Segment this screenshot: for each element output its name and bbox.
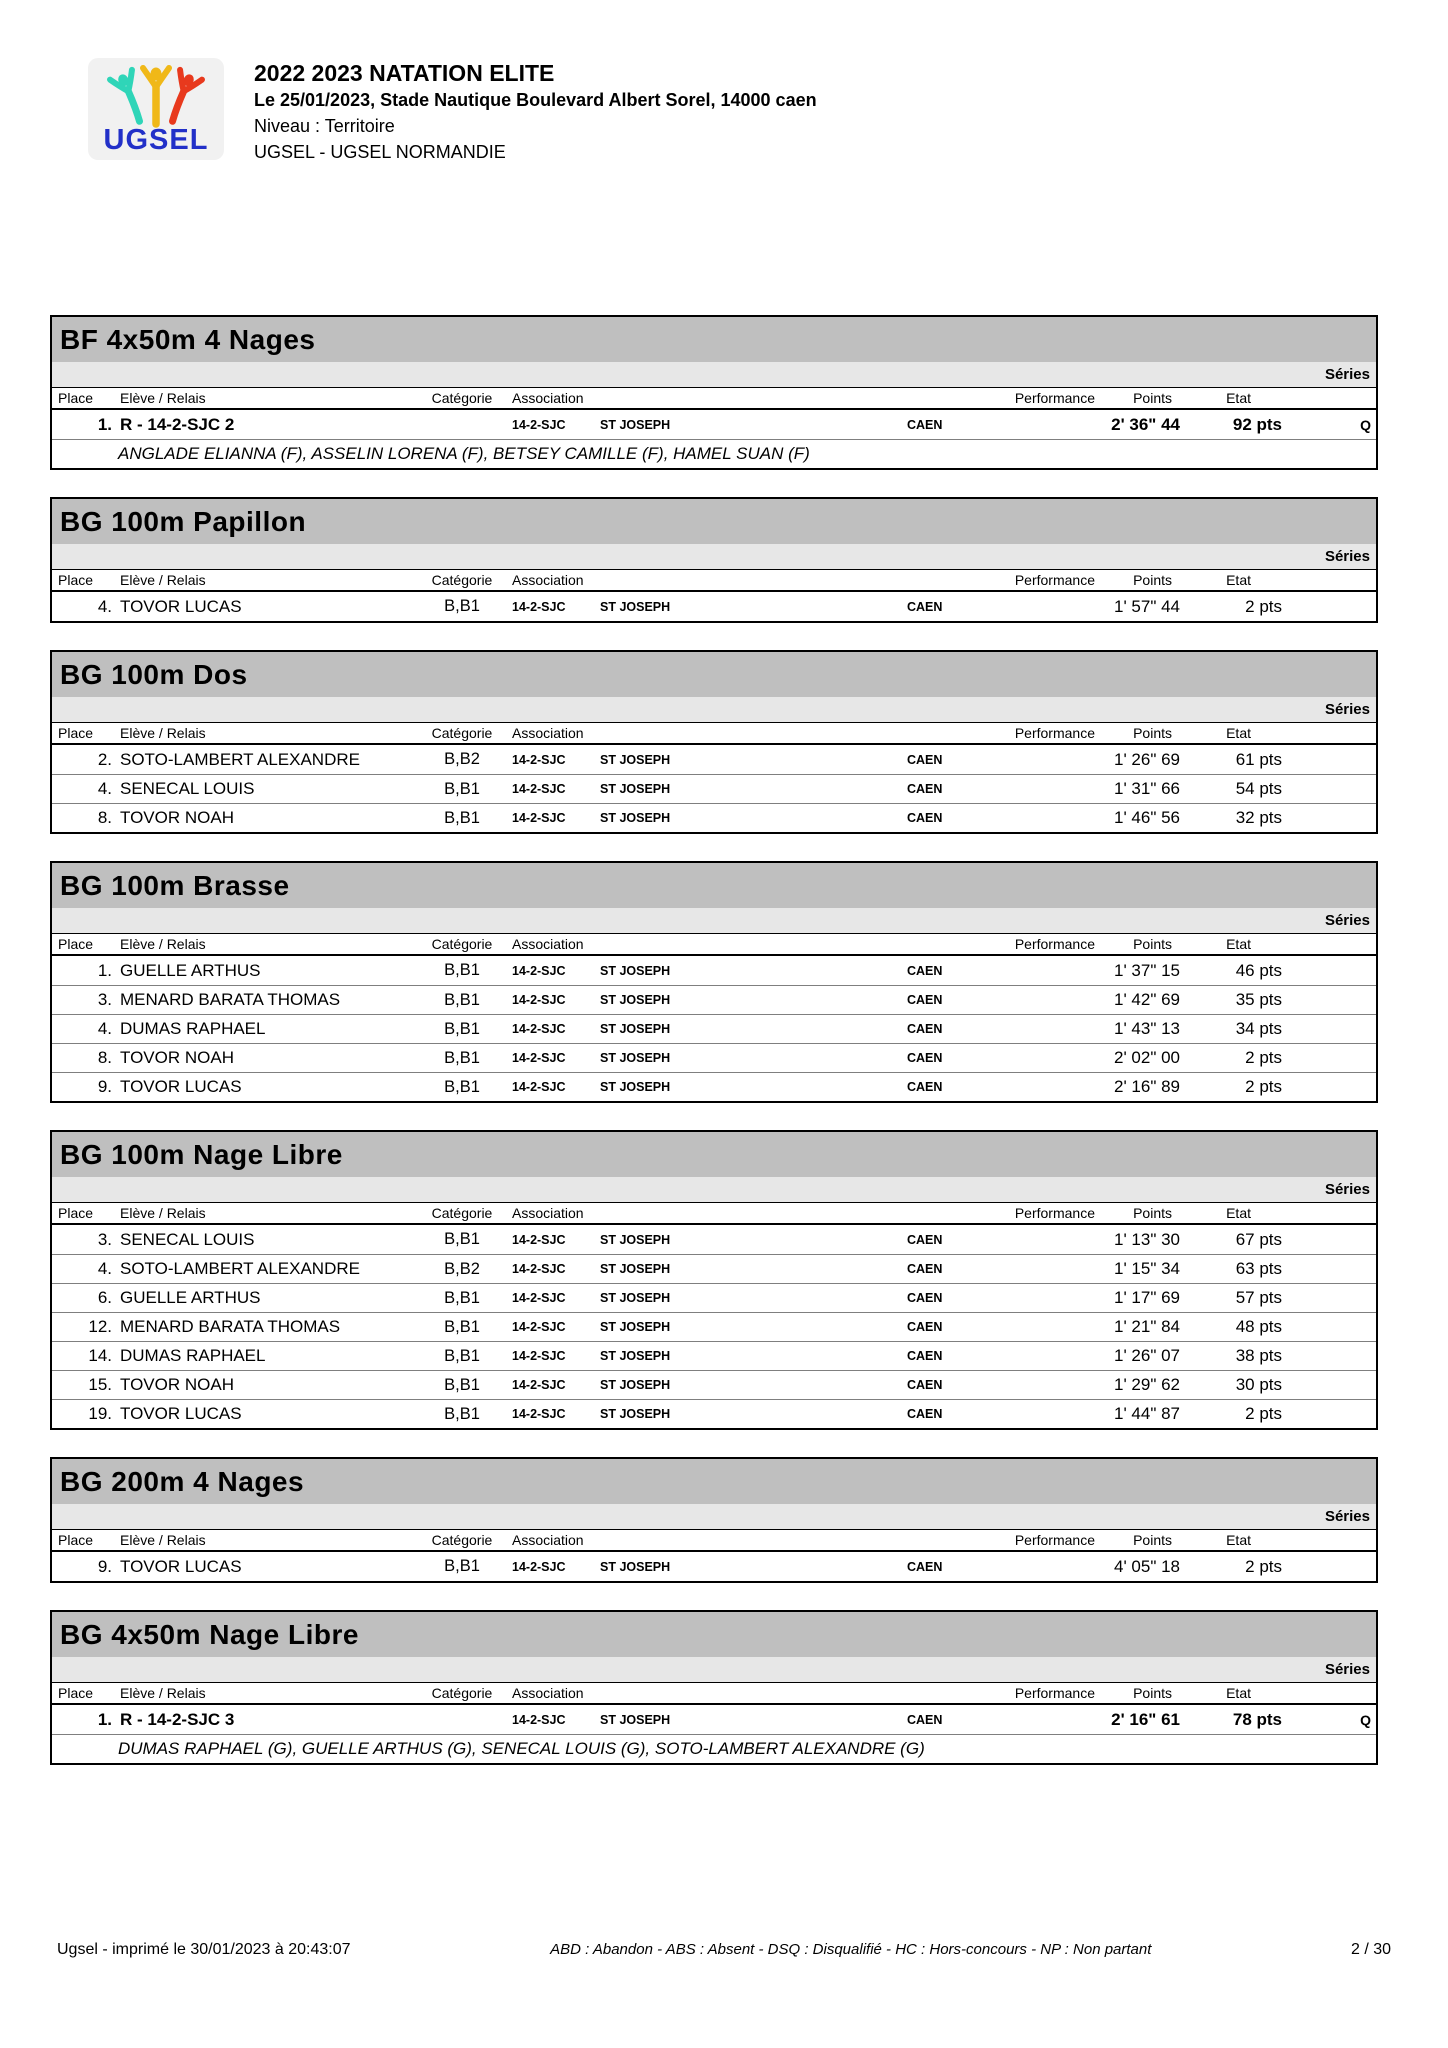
col-header-association: Association <box>512 572 584 588</box>
col-header-points: Points <box>1133 1532 1172 1548</box>
cell-club-code: 14-2-SJC <box>512 782 566 796</box>
series-band <box>52 362 1376 388</box>
col-header-eleve: Elève / Relais <box>120 572 206 588</box>
cell-club-code: 14-2-SJC <box>512 1320 566 1334</box>
cell-name: GUELLE ARTHUS <box>120 1288 261 1307</box>
col-header-eleve: Elève / Relais <box>120 390 206 406</box>
cell-points: 30 pts <box>1235 1375 1282 1394</box>
cell-points: 35 pts <box>1235 990 1282 1009</box>
result-row <box>52 410 1376 439</box>
series-label: Séries <box>1324 1661 1370 1678</box>
cell-name: TOVOR LUCAS <box>120 596 242 616</box>
event-date-location: Le 25/01/2023, Stade Nautique Boulevard Albert Sorel, 14000 caen <box>254 90 817 110</box>
series-label: Séries <box>1324 548 1370 565</box>
cell-association: ST JOSEPH <box>600 1232 671 1247</box>
col-header-place: Place <box>58 1532 94 1548</box>
cell-points: 38 pts <box>1235 1346 1282 1365</box>
col-header-points: Points <box>1133 1205 1172 1221</box>
cell-performance: 2' 16" 61 <box>1111 1709 1180 1729</box>
series-label: Séries <box>1324 366 1370 383</box>
result-row <box>52 1370 1376 1399</box>
cell-place: 2. <box>97 749 112 769</box>
result-row <box>52 1341 1376 1370</box>
cell-name: DUMAS RAPHAEL <box>120 1019 266 1038</box>
results <box>50 315 1378 1792</box>
cell-performance: 1' 37" 15 <box>1114 960 1180 980</box>
organization-name: UGSEL - UGSEL NORMANDIE <box>254 142 506 162</box>
event-title: BG 100m Dos <box>52 652 1376 697</box>
result-row <box>52 1225 1376 1254</box>
cell-place: 8. <box>97 1048 112 1067</box>
col-header-eleve: Elève / Relais <box>120 1205 206 1221</box>
cell-place: 4. <box>97 1019 112 1038</box>
column-headers <box>52 1203 1376 1225</box>
cell-categorie: B,B1 <box>444 779 480 798</box>
cell-performance: 1' 57" 44 <box>1114 596 1180 616</box>
cell-points: 67 pts <box>1235 1229 1282 1249</box>
cell-association: ST JOSEPH <box>600 993 671 1007</box>
event-rows <box>52 1225 1376 1428</box>
cell-city: CAEN <box>907 1080 943 1094</box>
cell-performance: 1' 31" 66 <box>1114 779 1180 798</box>
cell-place: 1. <box>97 414 112 434</box>
cell-name: SENECAL LOUIS <box>120 1229 255 1249</box>
col-header-performance: Performance <box>1014 1532 1095 1548</box>
event-rows <box>52 410 1376 468</box>
ugsel-figures-icon <box>96 64 216 128</box>
cell-association: ST JOSEPH <box>600 1022 671 1036</box>
cell-association: ST JOSEPH <box>600 1262 671 1276</box>
cell-association: ST JOSEPH <box>600 963 671 978</box>
col-header-categorie: Catégorie <box>431 1685 493 1701</box>
col-header-association: Association <box>512 1532 584 1548</box>
cell-performance: 2' 16" 89 <box>1114 1077 1180 1096</box>
column-headers <box>52 570 1376 592</box>
cell-categorie: B,B1 <box>444 1404 480 1423</box>
cell-points: 78 pts <box>1232 1709 1282 1729</box>
cell-city: CAEN <box>907 993 943 1007</box>
cell-city: CAEN <box>907 1051 943 1065</box>
col-header-etat: Etat <box>1226 1205 1251 1221</box>
series-band <box>52 544 1376 570</box>
cell-points: 46 pts <box>1235 960 1282 980</box>
cell-club-code: 14-2-SJC <box>512 599 566 614</box>
col-header-place: Place <box>58 390 94 406</box>
cell-place: 1. <box>97 960 112 980</box>
cell-points: 2 pts <box>1245 1404 1282 1423</box>
cell-name: SOTO-LAMBERT ALEXANDRE <box>120 749 360 769</box>
document-footer <box>57 1941 1391 1959</box>
cell-city: CAEN <box>907 1262 943 1276</box>
cell-points: 63 pts <box>1235 1259 1282 1278</box>
result-row <box>52 1072 1376 1101</box>
cell-name: TOVOR NOAH <box>120 808 234 827</box>
abbreviation-legend: ABD : Abandon - ABS : Absent - DSQ : Disqualifié - HC : Hors-concours - NP : Non partant <box>550 1941 1152 1958</box>
cell-name: MENARD BARATA THOMAS <box>120 1317 341 1336</box>
cell-club-code: 14-2-SJC <box>512 1262 566 1276</box>
series-label: Séries <box>1324 912 1370 929</box>
col-header-categorie: Catégorie <box>431 572 493 588</box>
col-header-association: Association <box>512 725 584 741</box>
cell-city: CAEN <box>907 1712 943 1727</box>
column-headers <box>52 388 1376 410</box>
result-row <box>52 774 1376 803</box>
cell-club-code: 14-2-SJC <box>512 1349 566 1363</box>
cell-city: CAEN <box>907 963 943 978</box>
col-header-categorie: Catégorie <box>431 390 493 406</box>
cell-points: 2 pts <box>1245 1048 1282 1067</box>
event-title: BG 4x50m Nage Libre <box>52 1612 1376 1657</box>
cell-city: CAEN <box>907 1232 943 1247</box>
cell-points: 2 pts <box>1245 1077 1282 1096</box>
result-row <box>52 985 1376 1014</box>
event-title: BG 100m Papillon <box>52 499 1376 544</box>
result-row <box>52 745 1376 774</box>
result-row <box>52 956 1376 985</box>
cell-place: 3. <box>97 1229 112 1249</box>
cell-association: ST JOSEPH <box>600 1349 671 1363</box>
cell-place: 4. <box>97 779 112 798</box>
event-section <box>50 315 1378 470</box>
result-row <box>52 1312 1376 1341</box>
cell-association: ST JOSEPH <box>600 1407 671 1421</box>
cell-club-code: 14-2-SJC <box>512 1051 566 1065</box>
column-headers <box>52 1683 1376 1705</box>
col-header-performance: Performance <box>1014 390 1095 406</box>
cell-etat: Q <box>1360 1711 1371 1728</box>
event-section <box>50 650 1378 834</box>
document-title: 2022 2023 NATATION ELITE <box>254 60 555 86</box>
cell-points: 48 pts <box>1235 1317 1282 1336</box>
cell-etat: Q <box>1360 416 1371 433</box>
col-header-place: Place <box>58 572 94 588</box>
cell-categorie: B,B1 <box>444 1317 480 1336</box>
cell-association: ST JOSEPH <box>600 599 671 614</box>
cell-categorie: B,B2 <box>444 750 480 768</box>
series-band <box>52 908 1376 934</box>
result-row <box>52 1552 1376 1581</box>
cell-place: 3. <box>97 990 112 1009</box>
cell-name: GUELLE ARTHUS <box>120 960 261 980</box>
col-header-categorie: Catégorie <box>431 725 493 741</box>
cell-association: ST JOSEPH <box>600 752 671 767</box>
cell-performance: 4' 05" 18 <box>1114 1556 1180 1576</box>
series-band <box>52 697 1376 723</box>
cell-performance: 1' 21" 84 <box>1114 1317 1180 1336</box>
col-header-points: Points <box>1133 390 1172 406</box>
col-header-performance: Performance <box>1014 936 1095 952</box>
cell-points: 2 pts <box>1245 596 1282 616</box>
cell-categorie: B,B1 <box>444 1230 480 1248</box>
event-section <box>50 1457 1378 1583</box>
col-header-place: Place <box>58 936 94 952</box>
col-header-etat: Etat <box>1226 725 1251 741</box>
cell-performance: 1' 44" 87 <box>1114 1404 1180 1423</box>
column-headers <box>52 1530 1376 1552</box>
col-header-categorie: Catégorie <box>431 936 493 952</box>
series-band <box>52 1657 1376 1683</box>
cell-association: ST JOSEPH <box>600 1080 671 1094</box>
cell-club-code: 14-2-SJC <box>512 417 566 432</box>
cell-performance: 1' 46" 56 <box>1114 808 1180 827</box>
col-header-points: Points <box>1133 1685 1172 1701</box>
event-section <box>50 1130 1378 1430</box>
event-rows <box>52 956 1376 1101</box>
relay-members-row <box>52 439 1376 468</box>
cell-club-code: 14-2-SJC <box>512 1378 566 1392</box>
cell-association: ST JOSEPH <box>600 1291 671 1305</box>
page-number: 2 / 30 <box>1350 1941 1391 1958</box>
event-rows <box>52 745 1376 832</box>
cell-categorie: B,B1 <box>444 808 480 827</box>
event-section <box>50 497 1378 623</box>
event-title: BG 100m Brasse <box>52 863 1376 908</box>
cell-points: 92 pts <box>1232 414 1282 434</box>
col-header-etat: Etat <box>1226 936 1251 952</box>
cell-club-code: 14-2-SJC <box>512 1232 566 1247</box>
cell-city: CAEN <box>907 752 943 767</box>
cell-categorie: B,B1 <box>444 1557 480 1575</box>
relay-members: DUMAS RAPHAEL (G), GUELLE ARTHUS (G), SENECAL LOUIS (G), SOTO-LAMBERT ALEXANDRE (G) <box>118 1739 925 1758</box>
col-header-categorie: Catégorie <box>431 1532 493 1548</box>
cell-place: 6. <box>97 1288 112 1307</box>
cell-points: 32 pts <box>1235 808 1282 827</box>
series-label: Séries <box>1324 1181 1370 1198</box>
cell-city: CAEN <box>907 1291 943 1305</box>
cell-place: 1. <box>97 1709 112 1729</box>
col-header-categorie: Catégorie <box>431 1205 493 1221</box>
result-row <box>52 1399 1376 1428</box>
cell-place: 8. <box>97 808 112 827</box>
cell-club-code: 14-2-SJC <box>512 1022 566 1036</box>
cell-club-code: 14-2-SJC <box>512 1291 566 1305</box>
cell-points: 2 pts <box>1245 1556 1282 1576</box>
relay-members: ANGLADE ELIANNA (F), ASSELIN LORENA (F), BETSEY CAMILLE (F), HAMEL SUAN (F) <box>118 444 810 463</box>
cell-association: ST JOSEPH <box>600 1378 671 1392</box>
col-header-points: Points <box>1133 936 1172 952</box>
col-header-association: Association <box>512 936 584 952</box>
cell-name: TOVOR NOAH <box>120 1048 234 1067</box>
cell-city: CAEN <box>907 599 943 614</box>
cell-club-code: 14-2-SJC <box>512 963 566 978</box>
cell-club-code: 14-2-SJC <box>512 752 566 767</box>
cell-categorie: B,B1 <box>444 990 480 1009</box>
cell-categorie: B,B1 <box>444 1048 480 1067</box>
cell-categorie: B,B1 <box>444 597 480 615</box>
col-header-points: Points <box>1133 572 1172 588</box>
cell-categorie: B,B1 <box>444 1375 480 1394</box>
result-row <box>52 1705 1376 1734</box>
ugsel-logo <box>88 58 224 160</box>
cell-name: TOVOR LUCAS <box>120 1077 242 1096</box>
series-label: Séries <box>1324 1508 1370 1525</box>
result-row <box>52 1014 1376 1043</box>
cell-performance: 1' 26" 07 <box>1114 1346 1180 1365</box>
col-header-association: Association <box>512 1205 584 1221</box>
cell-name: R - 14-2-SJC 2 <box>120 414 235 434</box>
cell-club-code: 14-2-SJC <box>512 1080 566 1094</box>
cell-name: TOVOR NOAH <box>120 1375 234 1394</box>
col-header-performance: Performance <box>1014 1205 1095 1221</box>
col-header-etat: Etat <box>1226 390 1251 406</box>
event-rows <box>52 1552 1376 1581</box>
cell-city: CAEN <box>907 1407 943 1421</box>
cell-name: SOTO-LAMBERT ALEXANDRE <box>120 1259 360 1278</box>
cell-association: ST JOSEPH <box>600 811 671 825</box>
cell-city: CAEN <box>907 1349 943 1363</box>
cell-categorie: B,B1 <box>444 1346 480 1365</box>
cell-performance: 1' 17" 69 <box>1114 1288 1180 1307</box>
cell-categorie: B,B2 <box>444 1259 480 1278</box>
cell-performance: 1' 43" 13 <box>1114 1019 1180 1038</box>
cell-place: 4. <box>97 596 112 616</box>
result-row <box>52 1283 1376 1312</box>
event-title: BG 100m Nage Libre <box>52 1132 1376 1177</box>
col-header-place: Place <box>58 1685 94 1701</box>
cell-city: CAEN <box>907 1320 943 1334</box>
event-title: BF 4x50m 4 Nages <box>52 317 1376 362</box>
cell-performance: 1' 26" 69 <box>1114 749 1180 769</box>
col-header-performance: Performance <box>1014 1685 1095 1701</box>
col-header-association: Association <box>512 1685 584 1701</box>
cell-points: 61 pts <box>1235 749 1282 769</box>
print-timestamp: Ugsel - imprimé le 30/01/2023 à 20:43:07 <box>57 1941 351 1958</box>
result-row <box>52 1043 1376 1072</box>
cell-association: ST JOSEPH <box>600 1712 671 1727</box>
cell-categorie: B,B1 <box>444 1077 480 1096</box>
col-header-eleve: Elève / Relais <box>120 725 206 741</box>
col-header-place: Place <box>58 725 94 741</box>
competition-level: Niveau : Territoire <box>254 116 395 136</box>
cell-association: ST JOSEPH <box>600 1320 671 1334</box>
cell-place: 9. <box>97 1077 112 1096</box>
event-rows <box>52 592 1376 621</box>
cell-place: 4. <box>97 1259 112 1278</box>
cell-city: CAEN <box>907 1022 943 1036</box>
cell-name: DUMAS RAPHAEL <box>120 1346 266 1365</box>
cell-points: 54 pts <box>1235 779 1282 798</box>
col-header-eleve: Elève / Relais <box>120 936 206 952</box>
cell-club-code: 14-2-SJC <box>512 1712 566 1727</box>
cell-points: 34 pts <box>1235 1019 1282 1038</box>
cell-performance: 2' 36" 44 <box>1111 414 1180 434</box>
cell-performance: 1' 29" 62 <box>1114 1375 1180 1394</box>
cell-performance: 2' 02" 00 <box>1114 1048 1180 1067</box>
event-rows <box>52 1705 1376 1763</box>
cell-performance: 1' 15" 34 <box>1114 1259 1180 1278</box>
col-header-etat: Etat <box>1226 572 1251 588</box>
cell-association: ST JOSEPH <box>600 782 671 796</box>
event-section <box>50 1610 1378 1765</box>
cell-association: ST JOSEPH <box>600 1051 671 1065</box>
cell-performance: 1' 42" 69 <box>1114 990 1180 1009</box>
cell-place: 15. <box>88 1375 112 1394</box>
cell-club-code: 14-2-SJC <box>512 1407 566 1421</box>
cell-city: CAEN <box>907 782 943 796</box>
cell-city: CAEN <box>907 1559 943 1574</box>
cell-city: CAEN <box>907 1378 943 1392</box>
col-header-association: Association <box>512 390 584 406</box>
cell-association: ST JOSEPH <box>600 417 671 432</box>
series-label: Séries <box>1324 701 1370 718</box>
cell-city: CAEN <box>907 417 943 432</box>
col-header-performance: Performance <box>1014 725 1095 741</box>
relay-members-row <box>52 1734 1376 1763</box>
cell-name: SENECAL LOUIS <box>120 779 255 798</box>
document-header <box>88 58 817 165</box>
col-header-eleve: Elève / Relais <box>120 1532 206 1548</box>
result-row <box>52 803 1376 832</box>
col-header-etat: Etat <box>1226 1532 1251 1548</box>
col-header-etat: Etat <box>1226 1685 1251 1701</box>
result-row <box>52 592 1376 621</box>
cell-name: R - 14-2-SJC 3 <box>120 1709 235 1729</box>
cell-categorie: B,B1 <box>444 1019 480 1038</box>
series-band <box>52 1177 1376 1203</box>
col-header-place: Place <box>58 1205 94 1221</box>
cell-place: 9. <box>97 1556 112 1576</box>
cell-club-code: 14-2-SJC <box>512 993 566 1007</box>
col-header-performance: Performance <box>1014 572 1095 588</box>
cell-name: MENARD BARATA THOMAS <box>120 990 341 1009</box>
event-section <box>50 861 1378 1103</box>
result-row <box>52 1254 1376 1283</box>
cell-performance: 1' 13" 30 <box>1114 1229 1180 1249</box>
cell-name: TOVOR LUCAS <box>120 1556 242 1576</box>
header-text-block <box>254 58 817 165</box>
ugsel-logo-text: UGSEL <box>103 124 209 156</box>
cell-club-code: 14-2-SJC <box>512 811 566 825</box>
event-title: BG 200m 4 Nages <box>52 1459 1376 1504</box>
series-band <box>52 1504 1376 1530</box>
cell-city: CAEN <box>907 811 943 825</box>
cell-club-code: 14-2-SJC <box>512 1559 566 1574</box>
cell-points: 57 pts <box>1235 1288 1282 1307</box>
cell-name: TOVOR LUCAS <box>120 1404 242 1423</box>
cell-place: 12. <box>88 1317 112 1336</box>
col-header-points: Points <box>1133 725 1172 741</box>
cell-association: ST JOSEPH <box>600 1559 671 1574</box>
cell-place: 14. <box>88 1346 112 1365</box>
cell-place: 19. <box>88 1404 112 1423</box>
cell-categorie: B,B1 <box>444 961 480 979</box>
col-header-eleve: Elève / Relais <box>120 1685 206 1701</box>
column-headers <box>52 723 1376 745</box>
cell-categorie: B,B1 <box>444 1288 480 1307</box>
column-headers <box>52 934 1376 956</box>
